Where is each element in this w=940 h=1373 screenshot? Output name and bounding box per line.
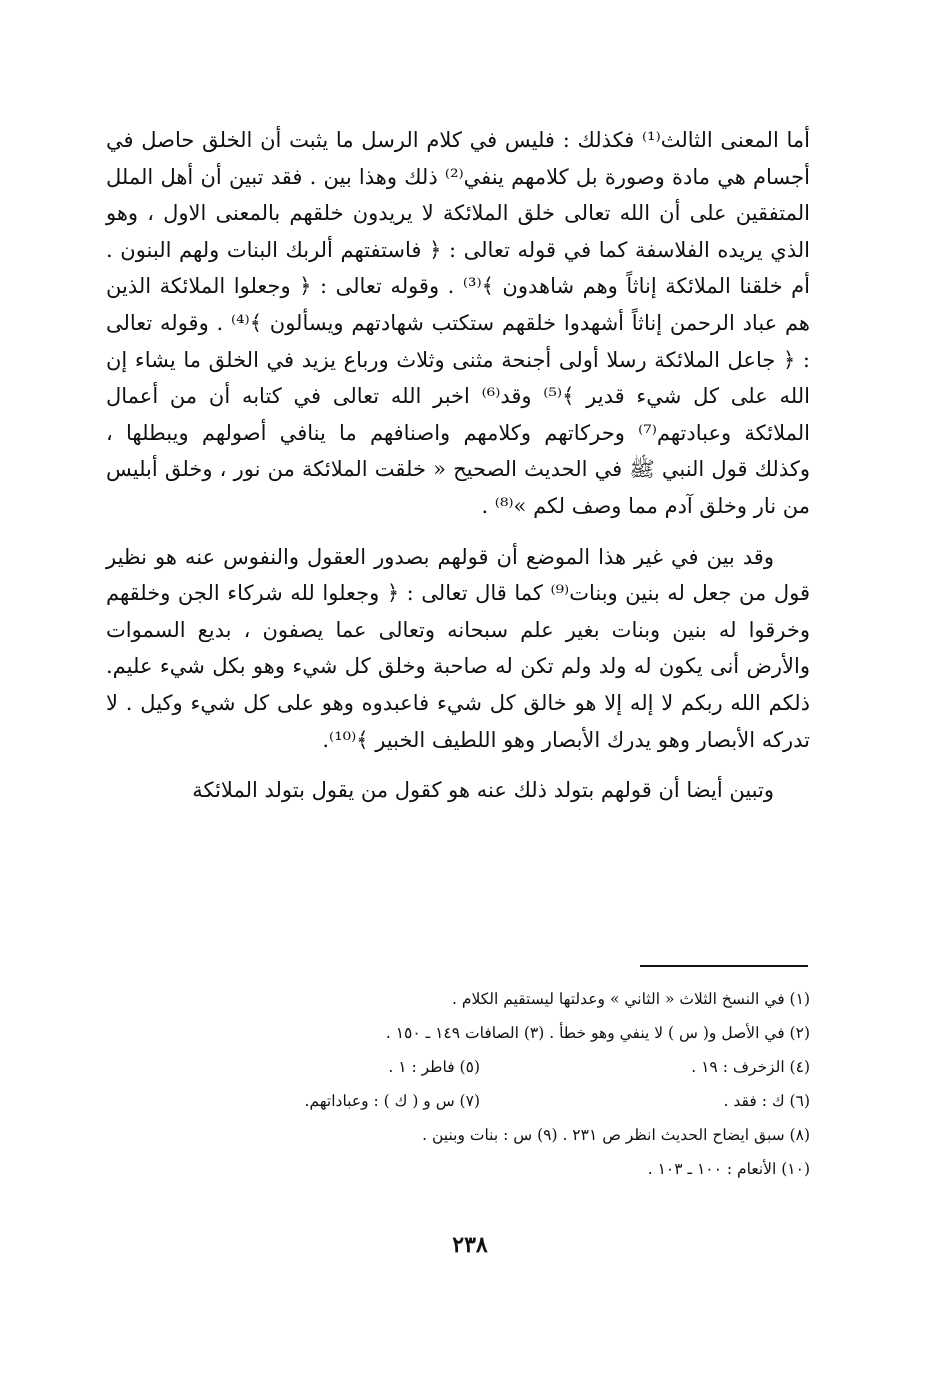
main-text <box>106 122 810 809</box>
footnote-separator <box>640 965 808 967</box>
footnote-row <box>160 1016 810 1050</box>
footnote-row <box>160 1084 810 1118</box>
paragraph-3: وتبين أيضا أن قولهم بتولد ذلك عنه هو كقول من يقول بتولد الملائكة <box>192 778 774 803</box>
footnote-4: (٤) الزخرف : ١٩ . <box>691 1058 810 1076</box>
footnote-row <box>160 1118 810 1152</box>
footnote-10: (١٠) الأنعام : ١٠٠ ـ ١٠٣ . <box>647 1160 810 1178</box>
page-number: ٢٣٨ <box>452 1232 488 1258</box>
footnote-6: (٦) ك : فقد . <box>723 1092 810 1110</box>
paragraph-2: وقد بين في غير هذا الموضع أن قولهم بصدور العقول والنفوس عنه هو نظير قول من جعل له بنين وبنات⁽⁹⁾ كما قال تعالى : ﴿ وجعلوا لله شركاء الجن وخلقهم وخرقوا له بنين وبنات بغير علم سبحانه وتعالى عما يصفون ، بديع السموات والأرض أنى يكون له ولد ولم تكن له صاحبة وخلق كل شيء وهو بكل شيء عليم. ذلكم الله ربكم لا إله إلا هو خالق كل شيء فاعبدوه وهو على كل شيء وكيل . لا تدركه الأبصار وهو يدرك الأبصار وهو اللطيف الخبير ﴾⁽¹⁰⁾. <box>106 544 810 752</box>
footnote-1: (١) في النسخ الثلاث « الثاني » وعدلتها ليستقيم الكلام . <box>452 990 810 1008</box>
footnote-row <box>160 1152 810 1186</box>
footnotes <box>160 982 810 1186</box>
footnote-8-9: (٨) سبق ايضاح الحديث انظر ص ٢٣١ . (٩) س : بنات وبنين . <box>422 1126 810 1144</box>
footnote-row <box>160 982 810 1016</box>
footnote-2-3: (٢) في الأصل و( س ) لا ينفي وهو خطأ . (٣) الصافات ١٤٩ ـ ١٥٠ . <box>385 1024 810 1042</box>
footnote-5: (٥) فاطر : ١ . <box>388 1058 480 1076</box>
footnote-7: (٧) س و ( ك ) : وعباداتهم. <box>304 1092 480 1110</box>
paragraph-1: أما المعنى الثالث⁽¹⁾ فكذلك : فليس في كلام الرسل ما يثبت أن الخلق حاصل في أجسام هي مادة وصورة بل كلامهم ينفي⁽²⁾ ذلك وهذا بين . فقد تبين أن أهل الملل المتفقين على أن الله تعالى خلق الملائكة لا يريدون خلقهم بالمعنى الاول ، وهو الذي يريده الفلاسفة كما في قوله تعالى : ﴿ فاستفتهم ألربك البنات ولهم البنون . أم خلقنا الملائكة إناثاً وهم شاهدون ﴾⁽³⁾ . وقوله تعالى : ﴿ وجعلوا الملائكة الذين هم عباد الرحمن إناثاً أشهدوا خلقهم ستكتب شهادتهم ويسألون ﴾⁽⁴⁾ . وقوله تعالى : ﴿ جاعل الملائكة رسلا أولى أجنحة مثنى وثلاث ورباع يزيد في الخلق ما يشاء إن الله على كل شيء قدير ﴾⁽⁵⁾ وقد⁽⁶⁾ اخبر الله تعالى في كتابه أن من أعمال الملائكة وعبادتهم⁽⁷⁾ وحركاتهم وكلامهم واصنافهم ما ينافي أصولهم ويبطلها ، وكذلك قول النبي ﷺ في الحديث الصحيح « خلقت الملائكة من نور ، وخلق أبليس من نار وخلق آدم مما وصف لكم »⁽⁸⁾ . <box>106 128 811 518</box>
footnote-row <box>160 1050 810 1084</box>
